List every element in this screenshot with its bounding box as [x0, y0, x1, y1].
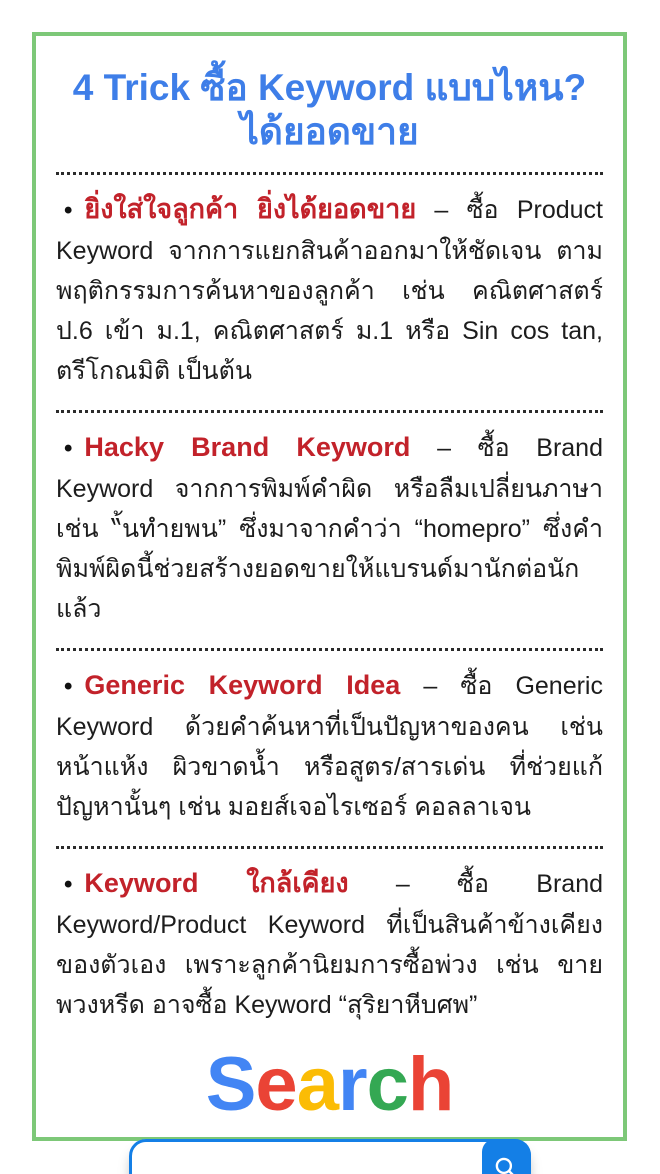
trick-section-3 [56, 665, 603, 827]
green-border-frame [32, 32, 627, 1141]
logo-letter: c [366, 1042, 408, 1128]
section-body: – ซื้อ Brand Keyword จากการพิมพ์คำผิด หรือลืมเปลี่ยนภาษา เช่น “้นทำยพน” ซึ่งมาจากคำว่า “homepro” ซึ่งคำพิมพ์ผิดนี้ช่วยสร้างยอดขายให้แบรนด์มานักต่อนักแล้ว [56, 434, 603, 624]
section-heading: Generic Keyword Idea [84, 670, 401, 701]
dotted-separator [56, 172, 603, 175]
content-area [36, 36, 623, 1174]
search-button[interactable] [482, 1139, 531, 1174]
dotted-separator [56, 846, 603, 849]
page-title-line2: ได้ยอดขาย [240, 110, 419, 152]
section-heading: Keyword ใกล้เคียง [84, 868, 349, 899]
section-body: – ซื้อ Generic Keyword ด้วยคำค้นหาที่เป็นปัญหาของคน เช่น หน้าแห้ง ผิวขาดน้ำ หรือสูตร/สารเด่น ที่ช่วยแก้ปัญหานั้นๆ เช่น มอยส์เจอไรเซอร์ คอลลาเจน [56, 672, 603, 822]
section-body: – ซื้อ Product Keyword จากการแยกสินค้าออกมาให้ชัดเจน ตามพฤติกรรมการค้นหาของลูกค้า เช่น คณิตศาสตร์ ป.6 เข้า ม.1, คณิตศาสตร์ ม.1 หรือ Sin cos tan, ตรีโกณมิติ เป็นต้น [56, 196, 603, 386]
logo-letter: e [255, 1042, 297, 1128]
section-heading: ยิ่งใส่ใจลูกค้า ยิ่งได้ยอดขาย [84, 194, 417, 225]
bullet-icon: • [64, 871, 73, 899]
trick-section-4 [56, 863, 603, 1025]
search-input[interactable] [129, 1139, 531, 1174]
search-bar [129, 1139, 531, 1174]
logo-letter: h [407, 1042, 454, 1128]
bullet-icon: • [64, 673, 73, 701]
bullet-icon: • [64, 197, 73, 225]
logo-letter: r [337, 1042, 367, 1128]
dotted-separator [56, 648, 603, 651]
magnifier-icon [491, 1153, 521, 1174]
section-heading: Hacky Brand Keyword [84, 432, 411, 463]
page-title [54, 66, 605, 153]
page-title-line1: 4 Trick ซื้อ Keyword แบบไหน? [72, 67, 587, 108]
search-logo [54, 1042, 605, 1128]
logo-letter: S [205, 1042, 256, 1128]
bullet-icon: • [64, 435, 73, 463]
trick-section-2 [56, 427, 603, 629]
logo-letter: a [296, 1042, 338, 1128]
trick-section-1 [56, 189, 603, 391]
dotted-separator [56, 410, 603, 413]
section-body: – ซื้อ Brand Keyword/Product Keyword ที่เป็นสินค้าข้างเคียงของตัวเอง เพราะลูกค้านิยมการซื้อพ่วง เช่น ขายพวงหรีด อาจซื้อ Keyword “สุริยาหีบศพ” [56, 870, 603, 1020]
